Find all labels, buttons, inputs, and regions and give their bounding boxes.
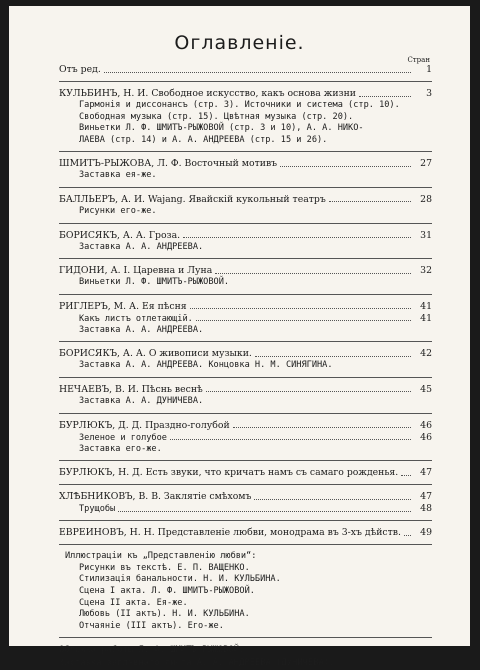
dot-leader [359,96,411,97]
dot-leader [183,237,411,238]
entry-note: Отчаяніе (III актъ). Его-же. [79,620,224,631]
toc-subline [59,503,432,515]
toc-line [59,467,432,479]
entry-title: БУРЛЮКЪ, Н. Д. Есть звуки, что кричатъ намъ съ самаго рожденья. [59,467,399,479]
document-page [9,6,470,669]
entry-subitems [59,242,432,254]
toc-line [59,384,432,396]
toc-entry [59,64,432,76]
page-number: 46 [420,419,432,431]
dot-leader [233,427,411,428]
page-number: 27 [420,158,432,170]
toc-line [59,88,432,100]
entry-note: Сцена II акта. Ея-же. [79,597,188,608]
entry-title: БАЛЛЬЕРЪ, А. И. Wajang. Явайскій кукольный театръ [59,193,326,205]
entry-subitems [59,444,432,456]
toc-entry [59,527,432,539]
toc-entry [59,88,432,146]
page-number: 1 [426,64,432,75]
entry-title: ШМИТЪ-РЫЖОВА, Л. Ф. Восточный мотивъ [59,158,278,170]
toc-line [59,265,432,277]
entry-note: Заставка А. А. АНДРЕЕВА. Концовка Н. М. СИНЯГИНА. [79,360,333,371]
divider [59,544,432,545]
toc-entry [59,301,432,337]
entry-title: РИГЛЕРЪ, М. А. Ея пѣсня [59,300,187,312]
toc-entry [59,420,432,456]
entry-title: КУЛЬБИНЪ, Н. И. Свободное искусство, какъ основа жизни [59,88,356,99]
entry-subitems [59,325,432,337]
entry-note: ЛАЕВА (стр. 14) и А. А. АНДРЕЕВА (стр. 15 и 26). [79,134,328,145]
page-number: 46 [420,431,432,443]
toc-entry [59,158,432,182]
illustrations-section [59,551,432,632]
dot-leader [190,308,411,309]
toc-subline [59,313,432,325]
page-number: 31 [420,229,432,241]
page-number: 41 [420,312,432,324]
page-number: 47 [420,467,432,479]
toc-line [59,230,432,242]
divider [59,223,432,224]
illustrations-heading: Иллюстраціи къ „Представленію любви“: [65,551,257,562]
divider [59,341,432,342]
entry-title: НЕЧАЕВЪ, В. И. Пѣснь веснѣ [59,383,203,395]
entry-title: Отъ ред. [59,64,101,75]
dot-leader [255,356,411,357]
divider [59,377,432,378]
toc-line [59,301,432,313]
divider [59,413,432,414]
divider [59,81,432,82]
entry-note: Заставка А. А. АНДРЕЕВА. [79,324,204,335]
divider [59,484,432,485]
entry-note: Рисунки его-же. [79,205,157,216]
dot-leader [401,475,411,476]
entry-note: Заставка заглавнаго листа А. А. АНДРЕЕВА (ДУНИЧЕВА). [59,658,335,669]
dot-leader [196,320,411,321]
toc-line [59,527,432,539]
page-number: 28 [420,193,432,205]
entry-subitems [59,206,432,218]
divider [59,151,432,152]
credits-section [59,644,432,670]
dot-leader [104,72,411,73]
divider [59,520,432,521]
illustrations-list [65,563,432,633]
dot-leader [254,499,411,500]
toc-line [59,158,432,170]
entry-note: Виньетки Л. Ф. ШМИТЪ-РЫЖОВОЙ. [79,277,230,288]
page-number: 49 [420,527,432,539]
divider [59,637,432,638]
page-number: 3 [426,88,432,99]
divider [59,187,432,188]
toc-entry [59,348,432,372]
toc-entry [59,230,432,254]
toc-line [59,348,432,360]
entry-note: Виньетки Л. Ф. ШМИТЪ-РЫЖОВОЙ (стр. 3 и 10), А. А. НИКО- [79,123,364,134]
entry-subitems [59,360,432,372]
entry-note: Свободная музыка (стр. 15). Цвѣтная музыка (стр. 20). [79,111,354,122]
entry-note: Стилизація банальности. Н. И. КУЛЬБИНА. [79,574,281,585]
entry-subitems [59,170,432,182]
page-number: 32 [420,265,432,277]
entry-title: Какъ листъ отлетающій. [79,313,193,324]
entry-title: ХЛѢБНИКОВЪ, В. В. Заклятіе смѣхомъ [59,491,252,503]
entry-title: БОРИСЯКЪ, А. А. Гроза. [59,229,181,241]
dot-leader [329,201,411,202]
entry-note: Заставка его-же. [79,443,162,454]
page-number: 41 [420,300,432,312]
entry-title: Зеленое и голубое [79,432,167,443]
table-of-contents [59,64,432,670]
toc-entry [59,384,432,408]
page-number: 48 [420,503,432,515]
toc-subline [59,432,432,444]
divider [59,258,432,259]
dot-leader [206,391,411,392]
dot-leader [118,511,411,512]
toc-line [59,64,432,76]
page-column-header: Стран [407,56,430,64]
divider [59,460,432,461]
toc-line [59,194,432,206]
dot-leader [404,535,411,536]
entry-note: Заставка ея-же. [79,170,157,181]
page-number: 45 [420,383,432,395]
entry-note: Рисунки въ текстѣ. Е. П. ВАЩЕНКО. [79,562,250,573]
toc-entry [59,194,432,218]
dot-leader [215,273,411,274]
page-title: Оглавленіе. [174,32,305,54]
entry-subitems [59,277,432,289]
entry-title: Трущобы [79,504,116,515]
page-number: 47 [420,491,432,503]
entry-title: ЕВРЕИНОВЪ, Н. Н. Представленіе любви, монодрама въ 3-хъ дѣйств. [59,527,401,539]
toc-entry [59,467,432,479]
entry-note: Сцена I акта. Л. Ф. ШМИТЪ-РЫЖОВОЙ. [79,585,255,596]
entry-note: Гармонія и диссонансъ (стр. 3). Источники и система (стр. 10). [79,100,400,110]
entry-note: Любовь (II актъ). Н. И. КУЛЬБИНА. [79,609,250,620]
toc-line [59,420,432,432]
toc-entry [59,491,432,515]
divider [59,294,432,295]
entry-note: Обложка работы Л. Ф. ШМИТЪ-РЫЖОВОЙ. [59,645,245,656]
entry-note: Заставка А. А. ДУНИЧЕВА. [79,395,204,406]
toc-line [59,491,432,503]
dot-leader [280,166,411,167]
entry-title: БУРЛЮКЪ, Д. Д. Праздно-голубой [59,419,230,431]
page-number: 42 [420,348,432,360]
entry-note: Заставка А. А. АНДРЕЕВА. [79,241,204,252]
toc-entry [59,265,432,289]
dot-leader [170,439,411,440]
entry-subitems [59,396,432,408]
entry-title: ГИДОНИ, А. I. Царевна и Луна [59,265,213,277]
entry-subitems [59,100,432,146]
entry-title: БОРИСЯКЪ, А. А. О живописи музыки. [59,348,252,360]
